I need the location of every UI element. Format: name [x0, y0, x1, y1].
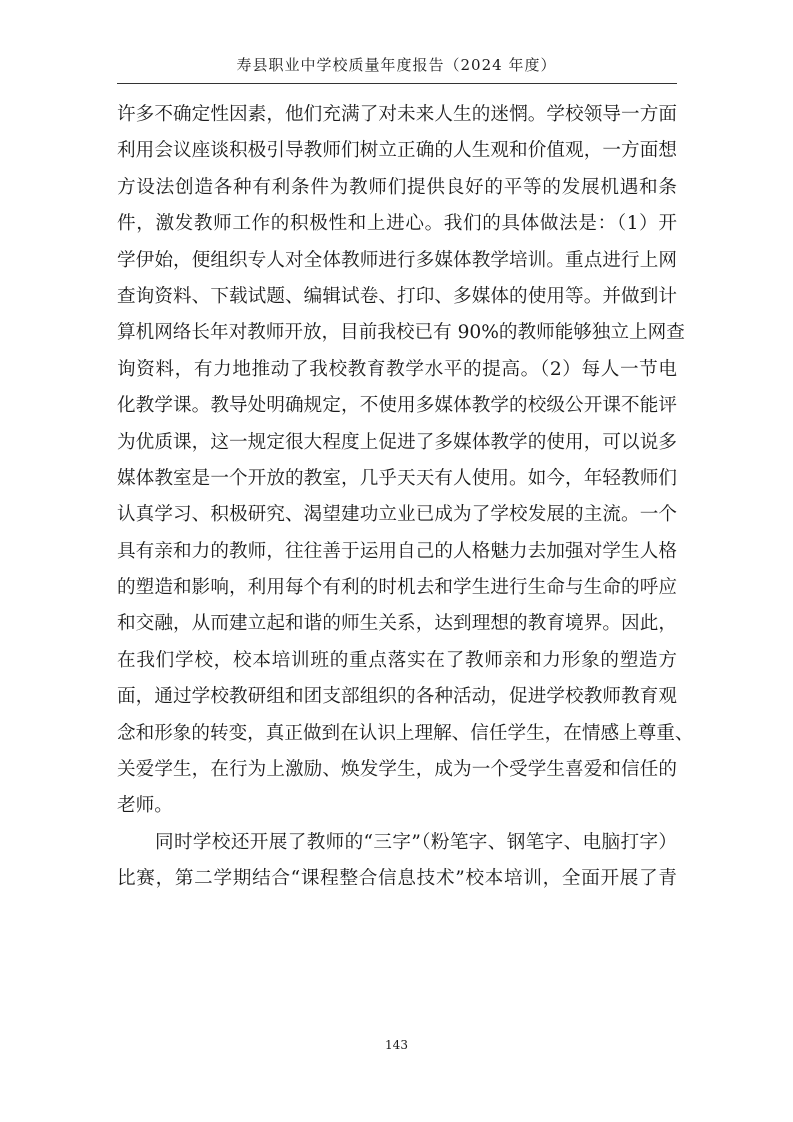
- body-line: 同时学校还开展了教师的“三字”（粉笔字、钢笔字、电脑打字）: [155, 831, 677, 853]
- page-header: [0, 0, 793, 84]
- body-line: 许多不确定性因素，他们充满了对未来人生的迷惘。学校领导一方面: [117, 104, 677, 125]
- body-line: 媒体教室是一个开放的教室，几乎天天有人使用。如今，年轻教师们: [117, 467, 677, 489]
- body-line: 查询资料、下载试题、编辑试卷、打印、多媒体的使用等。并做到计: [117, 285, 677, 307]
- body-line: 利用会议座谈积极引导教师们树立正确的人生观和价值观，一方面想: [117, 140, 677, 162]
- report-title: 寿县职业中学校质量年度报告（2024 年度）: [236, 56, 557, 74]
- body-line: 为优质课，这一规定很大程度上促进了多媒体教学的使用，可以说多: [117, 431, 677, 453]
- body-line: 具有亲和力的教师，往往善于运用自己的人格魅力去加强对学生人格: [117, 540, 677, 562]
- body-line: 件，激发教师工作的积极性和上进心。我们的具体做法是：（1）开: [117, 213, 677, 235]
- body-line: 关爱学生，在行为上激励、焕发学生，成为一个受学生喜爱和信任的: [117, 759, 677, 781]
- body-line: 念和形象的转变，真正做到在认识上理解、信任学生，在情感上尊重、: [117, 722, 694, 744]
- body-line: 在我们学校，校本培训班的重点落实在了教师亲和力形象的塑造方: [117, 649, 677, 671]
- body-line: 方设法创造各种有利条件为教师们提供良好的平等的发展机遇和条: [117, 176, 677, 198]
- body-line: 和交融，从而建立起和谐的师生关系，达到理想的教育境界。因此，: [117, 613, 677, 635]
- body-text: [117, 97, 694, 898]
- page-number: 143: [385, 1038, 408, 1052]
- body-line: 询资料，有力地推动了我校教育教学水平的提高。（2）每人一节电: [117, 358, 677, 380]
- body-line: 老师。: [117, 795, 173, 817]
- body-line: 化教学课。教导处明确规定，不使用多媒体教学的校级公开课不能评: [117, 395, 677, 417]
- body-line: 的塑造和影响，利用每个有利的时机去和学生进行生命与生命的呼应: [117, 577, 677, 599]
- body-line: 算机网络长年对教师开放，目前我校已有 90%的教师能够独立上网查: [117, 322, 685, 344]
- body-line: 认真学习、积极研究、渴望建功立业已成为了学校发展的主流。一个: [117, 504, 677, 526]
- body-line: 比赛，第二学期结合“课程整合信息技术”校本培训，全面开展了青: [117, 868, 677, 890]
- header-divider: [117, 83, 677, 84]
- body-line: 学伊始，便组织专人对全体教师进行多媒体教学培训。重点进行上网: [117, 249, 677, 271]
- body-line: 面，通过学校教研组和团支部组织的各种活动，促进学校教师教育观: [117, 686, 677, 708]
